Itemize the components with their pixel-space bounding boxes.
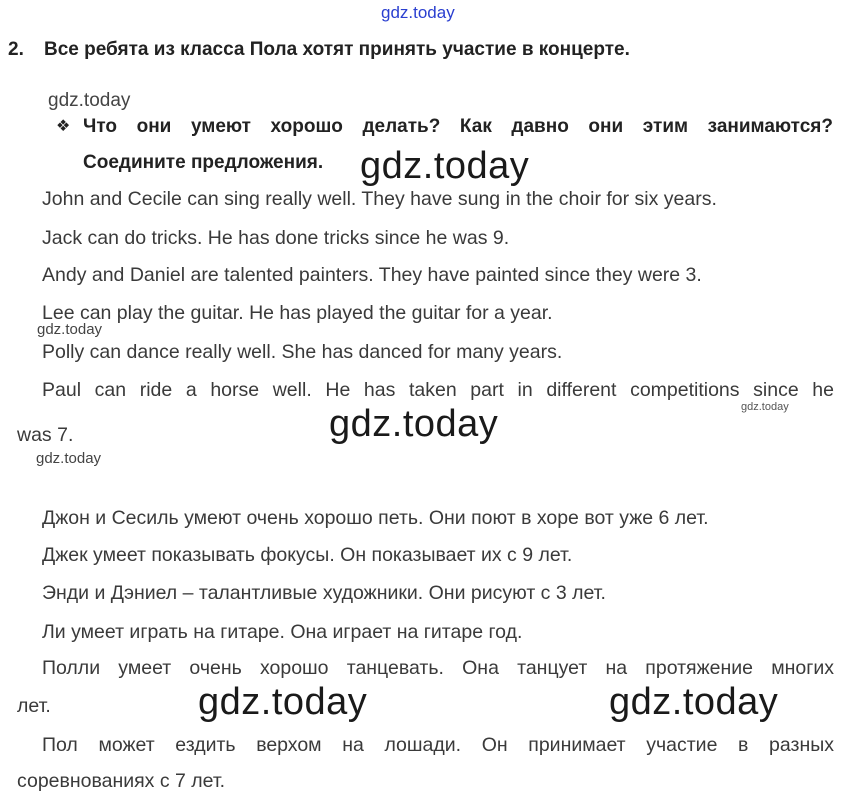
english-line-6: Paul can ride a horse well. He has taken part in different competitions since he <box>42 379 834 401</box>
watermark-large-1: gdz.today <box>360 145 530 187</box>
english-line-2: Jack can do tricks. He has done tricks since he was 9. <box>42 227 510 249</box>
russian-line-3: Энди и Дэниел – талантливые художники. Они рисуют с 3 лет. <box>42 582 606 604</box>
watermark-small-1: gdz.today <box>37 321 103 338</box>
russian-line-2: Джек умеет показывать фокусы. Он показывает их с 9 лет. <box>42 544 573 566</box>
watermark-large-4: gdz.today <box>609 681 779 723</box>
russian-line-4: Ли умеет играть на гитаре. Она играет на гитаре год. <box>42 621 523 643</box>
instruction-line-2: Соедините предложения. <box>83 152 324 173</box>
instruction-line-1: Что они умеют хорошо делать? Как давно они этим занимаются? <box>83 116 833 137</box>
russian-line-5: Полли умеет очень хорошо танцевать. Она танцует на протяжение многих <box>42 657 834 679</box>
english-line-4: Lee can play the guitar. He has played the guitar for a year. <box>42 302 553 324</box>
watermark-large-3: gdz.today <box>198 681 368 723</box>
watermark-large-2: gdz.today <box>329 403 499 445</box>
task-title: Все ребята из класса Пола хотят принять участие в концерте. <box>44 39 630 60</box>
watermark-instruction: gdz.today <box>48 90 131 111</box>
english-line-3: Andy and Daniel are talented painters. They have painted since they were 3. <box>42 264 702 286</box>
watermark-tiny: gdz.today <box>741 401 789 413</box>
watermark-small-2: gdz.today <box>36 450 102 467</box>
task-number: 2. <box>8 39 24 60</box>
russian-line-7: Пол может ездить верхом на лошади. Он принимает участие в разных <box>42 734 834 756</box>
english-line-5: Polly can dance really well. She has danced for many years. <box>42 341 563 363</box>
russian-line-1: Джон и Сесиль умеют очень хорошо петь. Они поют в хоре вот уже 6 лет. <box>42 507 709 529</box>
english-line-1: John and Cecile can sing really well. They have sung in the choir for six years. <box>42 188 717 210</box>
russian-line-8: соревнованиях с 7 лет. <box>17 770 226 792</box>
bullet-icon: ❖ <box>56 118 71 135</box>
english-line-7: was 7. <box>17 424 74 446</box>
watermark-top: gdz.today <box>381 3 455 22</box>
russian-line-6: лет. <box>17 695 51 717</box>
